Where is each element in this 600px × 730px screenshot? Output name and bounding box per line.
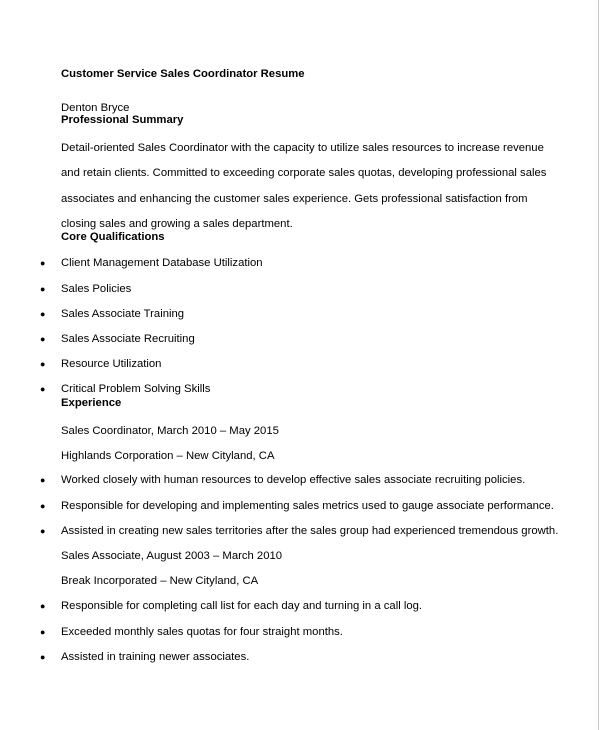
qualification-item: Client Management Database Utilization xyxy=(61,257,263,269)
summary-line: Detail-oriented Sales Coordinator with the capacity to utilize sales resources to increase revenue xyxy=(61,142,544,154)
bullet-icon: ● xyxy=(40,258,46,268)
bullet-icon: ● xyxy=(40,309,46,319)
job-duty: Responsible for developing and implementing sales metrics used to gauge associate performance. xyxy=(61,500,554,512)
bullet-icon: ● xyxy=(40,601,46,611)
bullet-icon: ● xyxy=(40,284,46,294)
summary-line: closing sales and growing a sales department. xyxy=(61,218,293,230)
bullet-icon: ● xyxy=(40,526,46,536)
qualifications-heading: Core Qualifications xyxy=(61,231,165,243)
summary-line: associates and enhancing the customer sales experience. Gets professional satisfaction from xyxy=(61,193,528,205)
job-title: Sales Coordinator, March 2010 – May 2015 xyxy=(61,425,279,437)
job-duty: Exceeded monthly sales quotas for four straight months. xyxy=(61,626,343,638)
experience-heading: Experience xyxy=(61,397,122,409)
bullet-icon: ● xyxy=(40,501,46,511)
candidate-name: Denton Bryce xyxy=(61,102,130,114)
qualification-item: Resource Utilization xyxy=(61,358,162,370)
job-company: Break Incorporated – New Cityland, CA xyxy=(61,575,259,587)
job-duty: Assisted in training newer associates. xyxy=(61,651,250,663)
qualification-item: Sales Associate Recruiting xyxy=(61,333,195,345)
job-duty: Responsible for completing call list for each day and turning in a call log. xyxy=(61,600,423,612)
bullet-icon: ● xyxy=(40,359,46,369)
bullet-icon: ● xyxy=(40,475,46,485)
job-title: Sales Associate, August 2003 – March 2010 xyxy=(61,550,283,562)
job-duty: Assisted in creating new sales territories after the sales group had experienced tremendous growth. xyxy=(61,525,559,537)
summary-heading: Professional Summary xyxy=(61,114,184,126)
bullet-icon: ● xyxy=(40,652,46,662)
resume-title: Customer Service Sales Coordinator Resume xyxy=(61,68,305,80)
job-company: Highlands Corporation – New Cityland, CA xyxy=(61,450,275,462)
job-duty: Worked closely with human resources to develop effective sales associate recruiting policies. xyxy=(61,474,526,486)
qualification-item: Critical Problem Solving Skills xyxy=(61,383,211,395)
summary-line: and retain clients. Committed to exceeding corporate sales quotas, developing professional sales xyxy=(61,167,547,179)
qualification-item: Sales Policies xyxy=(61,283,132,295)
bullet-icon: ● xyxy=(40,334,46,344)
bullet-icon: ● xyxy=(40,627,46,637)
bullet-icon: ● xyxy=(40,384,46,394)
qualification-item: Sales Associate Training xyxy=(61,308,185,320)
